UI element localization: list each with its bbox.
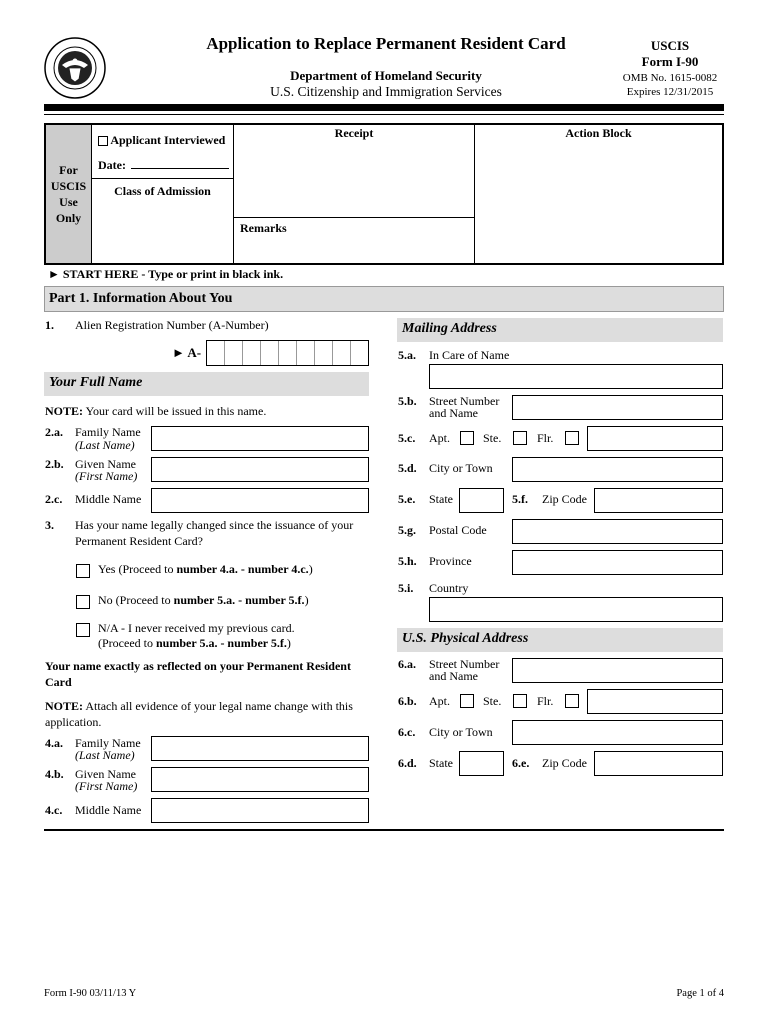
remarks-divider xyxy=(234,217,474,218)
q5g-number: 5.g. xyxy=(398,523,416,537)
mailing-flr-label: Flr. xyxy=(537,431,554,445)
q6d-number: 6.d. xyxy=(398,756,417,770)
prev-given-name-input[interactable] xyxy=(151,767,369,792)
physical-apt-checkbox[interactable] xyxy=(460,694,474,708)
given-name-input[interactable] xyxy=(151,457,369,482)
physical-address-heading: U.S. Physical Address xyxy=(397,628,723,652)
q6e-label: Zip Code xyxy=(542,756,587,770)
physical-flr-checkbox[interactable] xyxy=(565,694,579,708)
name-changed-no-label xyxy=(98,594,309,607)
na-close: ) xyxy=(286,636,291,650)
q4a-label: Family Name xyxy=(75,736,141,750)
physical-zip-input[interactable] xyxy=(594,751,723,776)
form-title: Application to Replace Permanent Resident Card xyxy=(206,34,566,53)
physical-apt-label: Apt. xyxy=(429,694,450,708)
mailing-zip-input[interactable] xyxy=(594,488,723,513)
physical-state-input[interactable] xyxy=(459,751,504,776)
country-input[interactable] xyxy=(429,597,723,622)
prev-middle-name-input[interactable] xyxy=(151,798,369,823)
agency-short: USCIS xyxy=(650,38,690,53)
q6a-label: Street Number xyxy=(429,657,500,671)
q4b-number: 4.b. xyxy=(45,767,64,781)
a-number-dividers xyxy=(207,341,368,365)
interview-cell xyxy=(92,125,234,263)
q4c-label: Middle Name xyxy=(75,803,142,817)
mailing-state-input[interactable] xyxy=(459,488,504,513)
physical-street-input[interactable] xyxy=(512,658,723,683)
q5b-label-2: and Name xyxy=(429,406,478,420)
header-rule xyxy=(44,104,724,111)
family-name-input[interactable] xyxy=(151,426,369,451)
q5d-label: City or Town xyxy=(429,461,493,475)
q4a-number: 4.a. xyxy=(45,736,63,750)
q3-number: 3. xyxy=(45,518,54,532)
yes-ref: number 4.a. - number 4.c. xyxy=(176,562,309,576)
na-ref: number 5.a. - number 5.f. xyxy=(155,636,287,650)
q2a-label: Family Name xyxy=(75,425,141,439)
q6e-number: 6.e. xyxy=(512,756,530,770)
for-uscis-use-label xyxy=(46,125,92,263)
uscis-use-only-box xyxy=(44,123,724,265)
a-number-input[interactable] xyxy=(206,340,369,366)
q2a-sublabel: (Last Name) xyxy=(75,438,135,452)
receipt-label: Receipt xyxy=(334,126,374,140)
q5e-label: State xyxy=(429,492,453,506)
physical-ste-label: Ste. xyxy=(483,694,502,708)
action-block-label: Action Block xyxy=(565,126,632,140)
no-close: ) xyxy=(304,593,309,607)
q4c-number: 4.c. xyxy=(45,803,63,817)
exact-name-heading: Your name exactly as reflected on your Permanent Resident Card xyxy=(45,659,351,689)
q6b-number: 6.b. xyxy=(398,694,417,708)
mailing-street-input[interactable] xyxy=(512,395,723,420)
note-legal-name-change xyxy=(45,698,371,730)
q2b-number: 2.b. xyxy=(45,457,64,471)
q5f-label: Zip Code xyxy=(542,492,587,506)
agency-name: U.S. Citizenship and Immigration Services xyxy=(270,84,502,99)
your-full-name-heading: Your Full Name xyxy=(44,372,369,396)
q5h-number: 5.h. xyxy=(398,554,417,568)
mailing-city-input[interactable] xyxy=(512,457,723,482)
form-number: Form I-90 xyxy=(641,54,699,69)
applicant-interviewed-label: Applicant Interviewed xyxy=(110,133,226,147)
q6c-label: City or Town xyxy=(429,725,493,739)
q5f-number: 5.f. xyxy=(512,492,528,506)
name-changed-na-sublabel xyxy=(98,637,291,650)
postal-code-input[interactable] xyxy=(512,519,723,544)
no-text: No (Proceed to xyxy=(98,593,174,607)
q5g-label: Postal Code xyxy=(429,523,487,537)
q6c-number: 6.c. xyxy=(398,725,416,739)
q4b-sublabel: (First Name) xyxy=(75,779,138,793)
date-row xyxy=(98,158,229,173)
q6d-label: State xyxy=(429,756,453,770)
applicant-interviewed-checkbox[interactable] xyxy=(98,136,108,146)
q6a-label-2: and Name xyxy=(429,669,478,683)
name-changed-na-label: N/A - I never received my previous card. xyxy=(98,621,295,635)
dhs-seal-icon xyxy=(44,37,106,99)
q5h-label: Province xyxy=(429,554,472,568)
q5a-number: 5.a. xyxy=(398,348,416,362)
physical-flr-label: Flr. xyxy=(537,694,554,708)
mailing-ste-checkbox[interactable] xyxy=(513,431,527,445)
prev-family-name-input[interactable] xyxy=(151,736,369,761)
middle-name-input[interactable] xyxy=(151,488,369,513)
note2-label: NOTE: xyxy=(45,699,84,713)
in-care-of-input[interactable] xyxy=(429,364,723,389)
q5i-number: 5.i. xyxy=(398,581,414,595)
q1-number: 1. xyxy=(45,318,54,332)
start-here-instruction: ► START HERE - Type or print in black ink. xyxy=(48,267,284,281)
footer-page-number: Page 1 of 4 xyxy=(676,988,724,999)
name-changed-yes-label xyxy=(98,563,313,576)
a-number-prefix: ► A- xyxy=(172,345,202,360)
applicant-interviewed-row xyxy=(98,133,225,148)
section-end-rule xyxy=(44,829,724,831)
q5e-number: 5.e. xyxy=(398,492,416,506)
note2-text: Attach all evidence of your legal name change with this application. xyxy=(45,699,353,729)
expiration-date: Expires 12/31/2015 xyxy=(626,86,714,98)
mailing-apt-checkbox[interactable] xyxy=(460,431,474,445)
mailing-unit-input[interactable] xyxy=(587,426,723,451)
physical-ste-checkbox[interactable] xyxy=(513,694,527,708)
na-text: (Proceed to xyxy=(98,636,156,650)
omb-number: OMB No. 1615-0082 xyxy=(622,72,718,84)
q2a-number: 2.a. xyxy=(45,425,63,439)
q4a-sublabel: (Last Name) xyxy=(75,748,135,762)
header-rule-thin xyxy=(44,114,724,115)
note-text: Your card will be issued in this name. xyxy=(83,404,267,418)
q5a-label: In Care of Name xyxy=(429,348,510,362)
q5b-number: 5.b. xyxy=(398,394,417,408)
name-changed-yes-checkbox[interactable] xyxy=(76,564,90,578)
name-changed-na-checkbox[interactable] xyxy=(76,623,90,637)
note-label: NOTE: xyxy=(45,404,84,418)
q5d-number: 5.d. xyxy=(398,461,417,475)
q2c-number: 2.c. xyxy=(45,492,63,506)
date-line[interactable] xyxy=(131,168,229,169)
yes-text: Yes (Proceed to xyxy=(98,562,177,576)
physical-unit-input[interactable] xyxy=(587,689,723,714)
q5b-label: Street Number xyxy=(429,394,500,408)
q2b-sublabel: (First Name) xyxy=(75,469,138,483)
cell-divider xyxy=(92,178,233,179)
department-name: Department of Homeland Security xyxy=(290,68,482,83)
mailing-address-heading: Mailing Address xyxy=(397,318,723,342)
q4b-label: Given Name xyxy=(75,767,136,781)
receipt-cell xyxy=(234,125,475,263)
a-number-label: Alien Registration Number (A-Number) xyxy=(75,318,269,332)
physical-city-input[interactable] xyxy=(512,720,723,745)
class-of-admission-label: Class of Admission xyxy=(114,184,211,198)
date-label: Date: xyxy=(98,158,126,172)
mailing-apt-label: Apt. xyxy=(429,431,450,445)
yes-close: ) xyxy=(308,562,313,576)
q3-label: Has your name legally changed since the issuance of your Permanent Resident Card? xyxy=(75,518,354,548)
q5i-label: Country xyxy=(429,581,469,595)
name-changed-no-checkbox[interactable] xyxy=(76,595,90,609)
no-ref: number 5.a. - number 5.f. xyxy=(173,593,305,607)
part1-heading: Part 1. Information About You xyxy=(44,286,724,312)
mailing-flr-checkbox[interactable] xyxy=(565,431,579,445)
q2b-label: Given Name xyxy=(75,457,136,471)
mailing-ste-label: Ste. xyxy=(483,431,502,445)
q2c-label: Middle Name xyxy=(75,492,142,506)
q5c-number: 5.c. xyxy=(398,431,416,445)
note-card-name xyxy=(45,403,266,419)
remarks-label: Remarks xyxy=(240,221,287,235)
province-input[interactable] xyxy=(512,550,723,575)
footer-form-date: Form I-90 03/11/13 Y xyxy=(44,988,137,999)
for-uscis-use-text: For USCIS Use Only xyxy=(50,163,87,225)
q6a-number: 6.a. xyxy=(398,657,416,671)
